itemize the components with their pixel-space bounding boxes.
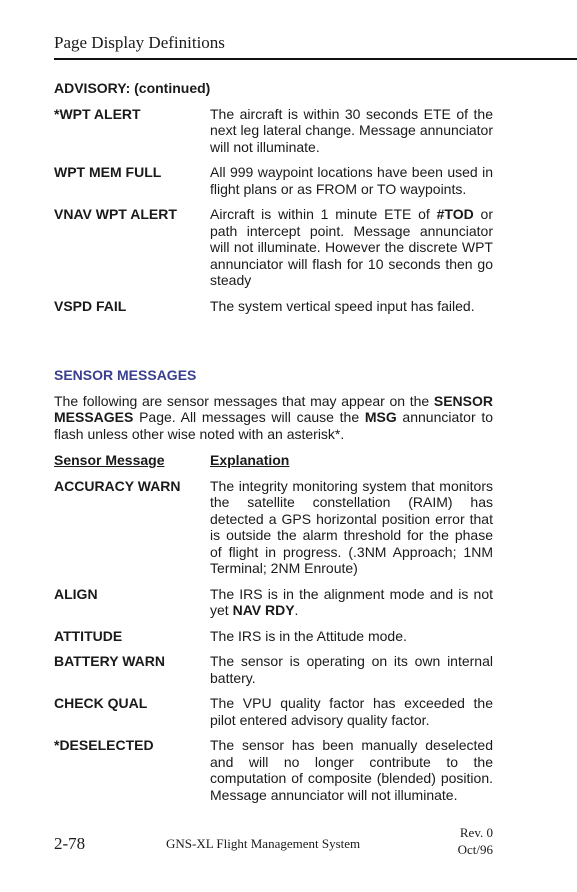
sensor-item (54, 628, 493, 645)
advisory-section-title: ADVISORY: (continued) (54, 80, 211, 96)
revision-label: Rev. 0 (459, 825, 493, 840)
sensor-section-title: SENSOR MESSAGES (54, 367, 197, 383)
column-header-explanation: Explanation (210, 452, 290, 468)
message-term: *WPT ALERT (54, 105, 141, 122)
header-rule (54, 58, 577, 60)
intro-bold-text: SENSOR MESSAGES (54, 392, 493, 425)
message-term: VNAV WPT ALERT (54, 206, 177, 222)
advisory-item (54, 298, 493, 315)
message-definition: The VPU quality factor has exceeded the pilot entered advisory quality factor. (210, 695, 493, 728)
footer-title: GNS-XL Flight Management System (166, 836, 361, 851)
advisory-item (54, 106, 493, 156)
message-definition: The integrity monitoring system that monitors the satellite constellation (RAIM) has detected a GPS horizontal position error that is outside the alarm threshold for the phase of flight in progress. (.3NM Approach; 1NM Terminal; 2NM Enroute) (210, 477, 493, 576)
message-definition: The sensor has been manually deselected and will no longer contribute to the computation of composite (blended) position. Message annunciator will not illuminate. (210, 737, 493, 803)
message-term: WPT MEM FULL (54, 164, 162, 180)
sensor-item (54, 653, 493, 686)
advisory-item (54, 164, 493, 197)
message-term: ALIGN (54, 585, 98, 602)
message-definition (210, 586, 493, 619)
advisory-item (54, 206, 493, 289)
section-spacer (54, 323, 493, 367)
message-term: BATTERY WARN (54, 653, 165, 669)
sensor-item (54, 586, 493, 619)
page-number: 2-78 (54, 834, 86, 853)
message-term: CHECK QUAL (54, 695, 148, 711)
definition-bold-text: NAV RDY (232, 602, 295, 618)
sensor-item (54, 737, 493, 803)
intro-text: Page. All messages will cause the (133, 409, 365, 425)
definition-text: . (294, 602, 299, 618)
column-header-message: Sensor Message (54, 452, 165, 468)
intro-bold-text: MSG (364, 409, 397, 425)
message-definition: The IRS is in the Attitude mode. (210, 627, 407, 644)
page-content (54, 80, 493, 812)
revision-date: Oct/96 (457, 842, 493, 857)
message-definition: All 999 waypoint locations have been used in flight plans or as FROM or TO waypoints. (210, 164, 493, 197)
page-header-title: Page Display Definitions (54, 33, 225, 52)
message-term: ACCURACY WARN (54, 477, 181, 494)
definition-text: or path intercept point. Message annunciator will not illuminate. However the discrete WPT annunciator will flash for 10 seconds then go steady (210, 206, 493, 288)
message-definition: The sensor is operating on its own internal battery. (210, 653, 493, 686)
message-definition: The system vertical speed input has failed. (210, 297, 475, 314)
message-term: ATTITUDE (54, 627, 123, 644)
message-definition: The aircraft is within 30 seconds ETE of the next leg lateral change. Message annunciator will not illuminate. (210, 105, 493, 155)
column-headers (54, 452, 493, 469)
message-term: VSPD FAIL (54, 297, 127, 314)
revision-info (458, 824, 493, 858)
definition-text: The IRS is in the alignment mode and is not yet (210, 585, 493, 618)
intro-text: annunciator to flash unless other wise noted with an asterisk*. (54, 409, 493, 442)
definition-text: Aircraft is within 1 minute ETE of (210, 206, 437, 222)
intro-text: The following are sensor messages that may appear on the (54, 392, 434, 409)
sensor-item (54, 478, 493, 577)
sensor-item (54, 695, 493, 728)
message-term: *DESELECTED (54, 737, 154, 753)
definition-bold-text: #TOD (436, 206, 474, 222)
sensor-intro-paragraph (54, 393, 493, 443)
message-definition (210, 206, 493, 289)
